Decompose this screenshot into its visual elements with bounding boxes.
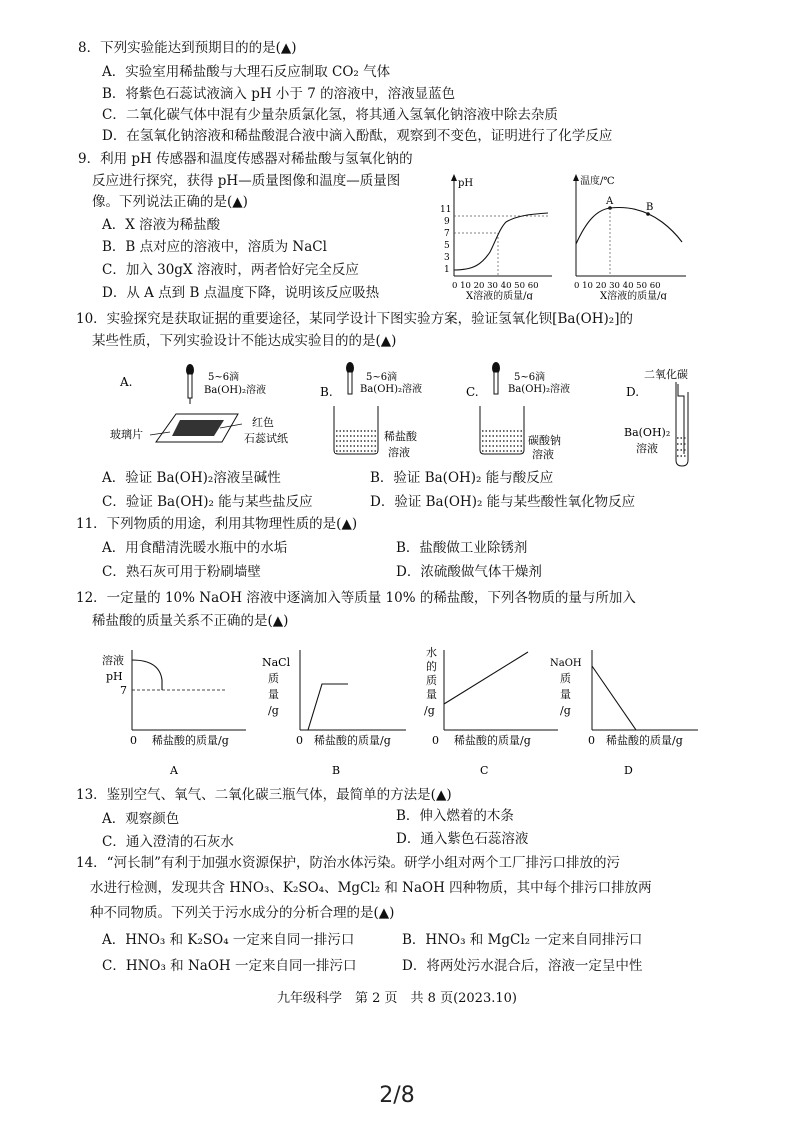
gd-letter: D [624,764,633,774]
gb-ylabel-1: NaCl [262,656,291,669]
ph-ylabel: pH [458,178,474,189]
fig-b-drops: 5~6滴 [366,372,398,383]
q11-option-a: A．用食醋清洗暖水瓶中的水垢 [102,540,288,556]
fig-a-paper-label-2: 石蕊试纸 [244,432,288,445]
q14-option-d: D．将两处污水混合后，溶液一定呈中性 [402,958,643,974]
fig-c-drops: 5~6滴 [514,372,546,383]
temp-xticks: 0 10 20 30 40 50 60 [574,281,661,291]
fig-c-liquid-label-1: 碳酸钠 [528,434,561,447]
ph-tick-9: 9 [444,217,450,227]
fig-d-liquid-dots [677,438,687,456]
ph-xticks: 0 10 20 30 40 50 60 [452,281,539,291]
q9-stem-1: 9．利用 pH 传感器和温度传感器对稀盐酸与氢氧化钠的 [78,151,413,167]
q9-stem-2: 反应进行探究，获得 pH—质量图像和温度—质量图 [92,173,401,189]
q10-option-a: A．验证 Ba(OH)₂溶液呈碱性 [102,470,281,486]
temp-point-a-label: A [606,196,614,207]
ga-curve [132,660,162,690]
q11-option-c: C．熟石灰可用于粉刷墙壁 [102,564,261,580]
fig-c-letter: C. [466,385,479,399]
gd-xlabel: 稀盐酸的质量/g [606,734,683,747]
q10-figure-a [110,356,300,462]
page-footer: 九年级科学 第 2 页 共 8 页(2023.10) [277,991,517,1006]
fig-c-reagent: Ba(OH)₂溶液 [508,384,571,395]
ga-xlabel: 稀盐酸的质量/g [152,734,229,747]
q10-option-d: D．验证 Ba(OH)₂ 能与某些酸性氧化物反应 [370,494,636,510]
q9-ph-graph [438,172,558,300]
gb-letter: B [332,764,341,774]
q12-graph-d [548,644,708,774]
ph-tick-1: 1 [444,265,450,275]
ph-tick-3: 3 [444,253,450,263]
q9-temperature-graph [566,172,692,300]
ga-letter: A [170,764,178,774]
gb-ylabel-4: /g [268,704,279,717]
ga-origin: 0 [130,734,137,747]
q9-option-b: B．B 点对应的溶液中，溶质为 NaCl [102,239,327,255]
gc-ylabel-4: 量 [426,688,437,701]
gd-origin: 0 [588,734,595,747]
q10-figure-c [466,356,596,462]
gc-ylabel-3: 质 [426,674,437,687]
page-indicator: 2/8 [379,1083,415,1108]
fig-d-letter: D. [626,385,640,399]
fig-c-dropper-tube [494,372,498,394]
q10-stem-1: 10．实验探究是获取证据的重要途径，某同学设计下图实验方案，验证氢氧化钡[Ba(OH)₂]的 [76,311,633,327]
gd-ylabel-3: 量 [560,688,571,701]
q11-option-d: D．浓硫酸做气体干燥剂 [396,564,542,580]
ph-tick-7: 7 [444,229,450,239]
q12-stem-1: 12．一定量的 10% NaOH 溶液中逐滴加入等质量 10% 的稀盐酸，下列各物质的量与所加入 [76,590,636,606]
temp-curve [576,208,682,244]
temp-y-arrow [573,174,579,181]
ph-xlabel: X溶液的质量/g [466,291,533,300]
gb-line [308,684,348,730]
fig-c-liquid-label-2: 溶液 [532,448,554,461]
fig-c-liquid-dots [482,431,522,451]
gc-ylabel-1: 水 [426,646,437,659]
q14-option-c: C．HNO₃ 和 NaOH 一定来自同一排污口 [102,958,357,974]
q9-option-c: C．加入 30gX 溶液时，两者恰好完全反应 [102,262,359,278]
gd-ylabel-2: 质 [560,672,571,685]
gb-ylabel-3: 量 [268,688,279,701]
ph-y-arrow [451,174,457,181]
q8-stem: 8．下列实验能达到预期目的的是(▲) [78,40,297,56]
gc-origin: 0 [432,734,439,747]
gc-xlabel: 稀盐酸的质量/g [454,734,531,747]
q14-option-a: A．HNO₃ 和 K₂SO₄ 一定来自同一排污口 [102,932,355,948]
ga-ylabel-2: pH [106,670,123,683]
fig-b-liquid-label-1: 稀盐酸 [384,430,417,443]
gd-ylabel-4: /g [560,704,571,717]
gc-ylabel-5: /g [424,704,435,717]
gd-ylabel-1: NaOH [550,658,582,669]
fig-a-reagent: Ba(OH)₂溶液 [204,385,267,396]
fig-a-letter: A. [120,375,133,389]
q13-option-b: B．伸入燃着的木条 [396,808,514,824]
gc-letter: C [480,764,489,774]
q10-option-b: B．验证 Ba(OH)₂ 能与酸反应 [370,470,554,486]
gb-ylabel-2: 质 [268,672,279,685]
q11-option-b: B．盐酸做工业除锈剂 [396,540,528,556]
fig-b-reagent: Ba(OH)₂溶液 [360,384,423,395]
fig-b-letter: B. [320,385,333,399]
ga-tick-7: 7 [120,684,127,697]
fig-c-beaker [480,406,524,454]
fig-a-dropper-tube [188,374,192,398]
gd-line [592,666,636,730]
gc-line [444,652,528,704]
temp-point-b-label: B [646,202,654,213]
q11-stem: 11．下列物质的用途，利用其物理性质的是(▲) [76,516,358,532]
temp-ylabel: 温度/℃ [580,176,615,187]
q9-stem-3: 像。下列说法正确的是(▲) [92,194,248,210]
q9-option-a: A．X 溶液为稀盐酸 [102,217,221,233]
ph-tick-11: 11 [440,205,452,215]
q12-graph-a [96,644,256,774]
q12-graph-c [418,644,568,774]
ph-curve [454,213,548,270]
ph-tick-5: 5 [444,241,450,251]
gb-xlabel: 稀盐酸的质量/g [314,734,391,747]
q13-option-a: A．观察颜色 [102,811,180,827]
fig-d-liquid-label-1: Ba(OH)₂ [624,426,671,439]
q14-option-b: B．HNO₃ 和 MgCl₂ 一定来自同排污口 [402,932,643,948]
fig-a-glass-label: 玻璃片 [110,428,143,441]
q13-option-d: D．通入紫色石蕊溶液 [396,831,529,847]
temp-xlabel: X溶液的质量/g [600,291,667,300]
fig-d-gas-label: 二氧化碳 [644,368,688,381]
q8-option-b: B．将紫色石蕊试液滴入 pH 小于 7 的溶液中，溶液显蓝色 [102,86,456,102]
fig-b-liquid-label-2: 溶液 [388,446,410,459]
ga-ylabel-1: 溶液 [102,654,124,667]
q14-stem-2: 水进行检测，发现共含 HNO₃、K₂SO₄、MgCl₂ 和 NaOH 四种物质，其中每个排污口排放两 [90,880,652,896]
q12-stem-2: 稀盐酸的质量关系不正确的是(▲) [92,613,289,629]
q14-stem-3: 种不同物质。下列关于污水成分的分析合理的是(▲) [90,905,395,921]
q10-stem-2: 某些性质，下列实验设计不能达成实验目的的是(▲) [92,333,397,349]
q13-option-c: C．通入澄清的石灰水 [102,834,234,850]
gb-origin: 0 [296,734,303,747]
gc-ylabel-2: 的 [426,660,437,673]
q10-option-c: C．验证 Ba(OH)₂ 能与某些盐反应 [102,494,313,510]
fig-a-paper-label-1: 红色 [252,416,274,429]
q9-option-d: D．从 A 点到 B 点温度下降，说明该反应吸热 [102,285,380,301]
fig-b-liquid [335,428,377,453]
fig-b-dropper-tube [348,372,352,394]
q12-graph-b [256,644,416,774]
q10-figure-d [618,364,718,468]
fig-d-liquid-label-2: 溶液 [636,442,658,455]
q13-stem: 13．鉴别空气、氧气、二氧化碳三瓶气体，最简单的方法是(▲) [76,787,452,803]
fig-a-drops: 5~6滴 [208,372,240,383]
q10-figure-b [320,356,450,462]
q8-option-d: D．在氢氧化钠溶液和稀盐酸混合液中滴入酚酞，观察到不变色，证明进行了化学反应 [102,128,613,144]
q14-stem-1: 14．“河长制”有利于加强水资源保护，防治水体污染。研学小组对两个工厂排污口排放的污 [76,855,620,871]
q8-option-c: C．二氧化碳气体中混有少量杂质氯化氢，将其通入氢氧化钠溶液中除去杂质 [102,107,558,123]
q8-option-a: A．实验室用稀盐酸与大理石反应制取 CO₂ 气体 [102,64,391,80]
